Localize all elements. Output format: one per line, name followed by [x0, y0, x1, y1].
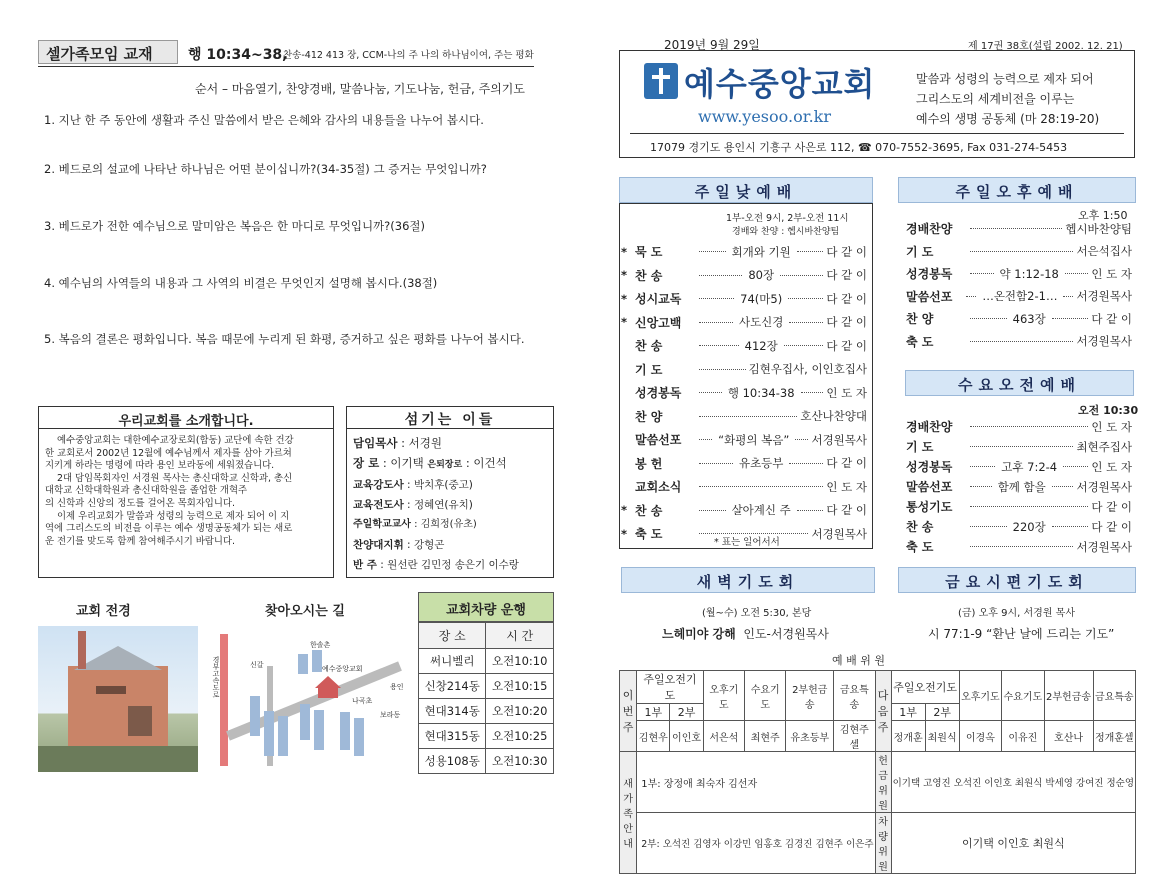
leader-dots — [699, 463, 733, 464]
servant-role: 장 로 — [353, 456, 380, 470]
bulletin-date: 2019년 9월 29일 — [664, 38, 760, 52]
roster-vehicle: 이기택 이인호 최원식 — [891, 813, 1135, 874]
roster-greeters-label: 새가족안내 — [620, 752, 637, 874]
servant-role: 담임목사 — [353, 436, 398, 450]
intro-title: 우리교회를 소개합니다. — [39, 407, 333, 429]
bulletin-issue: 제 17권 38호(설립 2002. 12. 21) — [968, 41, 1123, 52]
friday-time: (금) 오후 9시, 서경원 목사 — [958, 608, 1075, 619]
dawn-leader: 인도-서경원목사 — [743, 627, 829, 641]
order-item: 통성기도 — [906, 500, 953, 514]
order-leader: 다 같 이 — [826, 291, 867, 306]
standing-mark: * — [621, 526, 628, 541]
leader-dots — [699, 439, 712, 440]
servant-role: 교육전도사 — [353, 499, 404, 511]
leader-dots — [699, 416, 797, 417]
order-row — [621, 337, 867, 354]
question-1: 1. 지난 한 주 동안에 생활과 주신 말씀에서 받은 은혜와 감사의 내용들을 나누어 봅시다. — [44, 113, 484, 127]
order-detail: 행 10:34-38 — [727, 385, 795, 400]
servant-role: 반 주 — [353, 559, 377, 571]
question-2: 2. 베드로의 설교에 나타난 하나님은 어떤 분이십니까?(34-35절) 그 증거는 무엇입니까? — [44, 162, 487, 176]
wed-title: 수요오전예배 — [905, 370, 1134, 396]
question-4: 4. 예수님의 사역들의 내용과 그 사역의 비결은 무엇인지 설명해 봅시다.(38절) — [44, 276, 438, 290]
order-row — [906, 310, 1132, 327]
order-leader: 서경원목사 — [1076, 334, 1132, 348]
order-item: 말씀선포 — [906, 480, 953, 494]
order-item: 경배찬양 — [906, 420, 953, 434]
intro-line: 2대 담임목회자인 서경원 목사는 총신대학교 신학과, 총신 — [57, 472, 293, 484]
order-row — [906, 220, 1132, 237]
order-leader: 다 같 이 — [1091, 499, 1132, 514]
order-leader: 다 같 이 — [826, 315, 868, 329]
question-5: 5. 복음의 결론은 평화입니다. 복음 때문에 누리게 된 화평, 증거하고 싶은 평화를 나누어 봅시다. — [44, 332, 525, 346]
order-detail: 약 1:12-18 — [999, 266, 1059, 281]
order-row — [621, 431, 867, 448]
intro-line: 운 전기를 맞도록 함께 참여해주시기 바랍니다. — [45, 535, 235, 547]
roster-cell: 정개훈 — [891, 721, 925, 752]
roster-head: 수요기도 — [1002, 671, 1044, 721]
bus-time: 오전10:30 — [486, 749, 554, 774]
order-row — [621, 243, 867, 260]
leader-dots — [795, 439, 808, 440]
servant-name: 김희정(유초) — [420, 519, 477, 530]
servant-name: 서경원 — [408, 436, 442, 450]
wed-time: 오전 10:30 — [1078, 404, 1139, 417]
leader-dots — [789, 322, 823, 323]
church-photo — [38, 626, 198, 772]
leader-dots — [699, 510, 726, 511]
intro-line: 한 교회로서 2002년 12월에 예수님께서 제자를 삼아 가르쳐 — [45, 447, 292, 459]
divider — [38, 66, 534, 67]
leader-dots — [801, 392, 824, 393]
dawn-text: 느헤미야 강해 — [662, 627, 736, 641]
roster-head: 2부헌금송 — [1044, 671, 1093, 721]
roster-offering: 이기택 고영진 오석진 이인호 최원식 박세영 강여진 정순영 — [891, 752, 1135, 813]
sunday-am-title: 주일낮예배 — [619, 177, 873, 203]
order-row — [906, 418, 1132, 435]
leader-dots — [1052, 486, 1074, 487]
order-row — [621, 384, 867, 401]
order-item: 성경봉독 — [635, 386, 682, 400]
friday-title: 금요시편기도회 — [898, 567, 1136, 593]
roster-greeters-1: 1부: 장정애 최숙자 김선자 — [637, 752, 875, 813]
intro-line: 의 신학과 신앙의 정도를 걸어온 목회자입니다. — [45, 497, 235, 509]
order-row — [621, 408, 867, 425]
leader-dots — [970, 526, 1007, 527]
order-leader: 헵시바찬양팀 — [1065, 221, 1132, 236]
motto-line: 그리스도의 세계비전을 이루는 — [916, 92, 1075, 106]
order-row — [906, 243, 1132, 260]
servant-name: 원선란 김민정 송은기 이수랑 — [387, 559, 519, 571]
servant-role: 교육강도사 — [353, 479, 404, 491]
bus-time: 오전10:25 — [486, 724, 554, 749]
bus-header: 시 간 — [486, 623, 554, 649]
order-detail: “화평의 복음” — [718, 432, 790, 447]
order-leader: 인 도 자 — [826, 385, 867, 400]
roster-cell: 김현주셀 — [834, 721, 875, 752]
leader-dots — [797, 251, 824, 252]
order-item: 찬 송 — [635, 268, 663, 283]
servants-box: 섬기는 이들 담임목사 : 서경원 장 로 : 이기택 은퇴장로 : 이건석 교육강도사 : 박치후(중고) 교육전도사 : 정혜연(유치) 주일학교교사 : 김희정(유초) 찬양대지휘 : 강형곤 반 주 : 원선란 김민정 송은기 이수랑 — [346, 406, 554, 578]
roster-group-head: 주일오전기도 — [891, 671, 959, 704]
order-leader: 인 도 자 — [1091, 459, 1132, 474]
order-item: 찬 송 — [635, 503, 663, 518]
roster-head: 1부 — [891, 704, 925, 721]
roster-cell: 서은석 — [703, 721, 744, 752]
order-leader: 인 도 자 — [1091, 419, 1132, 434]
leader-dots — [970, 251, 1073, 252]
leader-dots — [699, 275, 742, 276]
sunday-pm-title: 주일오후예배 — [898, 177, 1136, 203]
order-leader: 다 같 이 — [826, 503, 867, 517]
order-item: 성시교독 — [635, 292, 682, 306]
roster-table — [619, 670, 1136, 874]
bus-stop: 현대314동 — [419, 699, 486, 724]
order-leader: 다 같 이 — [1091, 311, 1133, 326]
standing-mark: * — [621, 268, 628, 282]
order-detail: 함께 함을 — [997, 479, 1046, 494]
leader-dots — [699, 251, 726, 252]
church-view-label: 교회 전경 — [76, 604, 131, 619]
leader-dots — [970, 506, 1088, 507]
standing-mark: * — [621, 244, 628, 259]
friday-text: 시 77:1-9 “환난 날에 드리는 기도” — [928, 627, 1115, 641]
leader-dots — [784, 345, 824, 346]
order-item: 성경봉독 — [906, 460, 953, 474]
sunday-pm-time: 오후 1:50 — [1078, 209, 1128, 222]
dawn-time: (월~수) 오전 5:30, 본당 — [702, 608, 812, 619]
order-row — [621, 361, 867, 378]
roster-head: 금요특송 — [1093, 671, 1135, 721]
map-label-borado: 보라동 — [380, 711, 401, 719]
intro-line: 역에 그리스도의 비전을 이루는 예수 생명공동체가 되는 새로 — [45, 523, 293, 535]
bus-time: 오전10:15 — [486, 674, 554, 699]
leader-dots — [1063, 296, 1073, 297]
roster-cell: 최원식 — [925, 721, 959, 752]
leader-dots — [1052, 526, 1089, 527]
order-leader: 서경원목사 — [1076, 289, 1132, 303]
study-order: 순서 – 마음열기, 찬양경배, 말씀나눔, 기도나눔, 헌금, 주의기도 — [195, 82, 525, 96]
order-leader: 서경원목사 — [1076, 479, 1133, 494]
order-item: 축 도 — [635, 527, 663, 541]
order-item: 축 도 — [906, 334, 934, 349]
church-address: 17079 경기도 용인시 기흥구 사은로 112, ☎ 070-7552-3695, Fax 031-274-5453 — [650, 141, 1068, 154]
roster-head: 수요기도 — [745, 671, 786, 721]
order-item: 찬 양 — [635, 409, 663, 424]
order-item: 축 도 — [906, 540, 934, 554]
map-label-highway: 경부고속도로 — [212, 656, 220, 698]
standing-mark: * — [621, 315, 628, 329]
question-3: 3. 베드로가 전한 예수님으로 말미암은 복음은 한 마디로 무엇입니까?(36절) — [44, 219, 425, 233]
study-title: 셀가족모임 교재 — [46, 45, 153, 63]
roster-next-week: 다음주 — [875, 671, 891, 752]
roster-title: 예 배 위 원 — [832, 654, 885, 667]
roster-head: 금요특송 — [834, 671, 875, 721]
order-leader: 다 같 이 — [826, 338, 868, 353]
church-url[interactable]: www.yesoo.or.kr — [698, 107, 832, 126]
order-item: 교회소식 — [635, 480, 682, 494]
leader-dots — [970, 466, 995, 467]
order-leader: 다 같 이 — [1091, 519, 1133, 534]
bus-table — [418, 622, 554, 774]
order-item: 기 도 — [906, 440, 934, 454]
intro-line: 예수중앙교회는 대한예수교장로회(합동) 교단에 속한 건강 — [57, 435, 294, 446]
order-leader: 서경원목사 — [811, 526, 867, 541]
sunday-am-praise: 경배와 찬양 : 헵시바찬양팀 — [732, 227, 840, 237]
leader-dots — [970, 228, 1062, 229]
order-item: 찬 송 — [906, 520, 934, 534]
roster-cell: 유초등부 — [786, 721, 834, 752]
leader-dots — [699, 369, 746, 370]
leader-dots — [970, 341, 1073, 342]
roster-cell: 정개훈셀 — [1093, 721, 1135, 752]
order-item: 경배찬양 — [906, 222, 953, 236]
order-leader: 서경원목사 — [811, 432, 868, 447]
leader-dots — [970, 446, 1073, 447]
servant-name: 박치후(중고) — [413, 479, 473, 491]
servant-name: 강형곤 — [413, 539, 445, 551]
leader-dots — [1052, 318, 1089, 319]
order-detail: 80장 — [748, 268, 775, 282]
roster-cell: 이인호 — [670, 721, 703, 752]
standing-mark: * — [621, 291, 628, 306]
servants-title: 섬기는 이들 — [347, 407, 553, 429]
roster-vehicle-label: 차량위원 — [875, 813, 891, 874]
order-detail: 74(마5) — [740, 291, 783, 306]
order-leader: 인 도 자 — [826, 479, 867, 494]
servant-role: 찬양대지휘 — [353, 539, 404, 551]
leader-dots — [780, 275, 823, 276]
church-name: 예수중앙교회 — [684, 65, 876, 103]
bus-stop: 성용108동 — [419, 749, 486, 774]
roster-head: 2부헌금송 — [786, 671, 834, 721]
order-leader: 다 같 이 — [826, 244, 867, 259]
servant-name: 정혜연(유치) — [413, 499, 473, 511]
masthead — [619, 50, 1135, 158]
order-item: 말씀선포 — [635, 433, 682, 447]
roster-head: 2부 — [925, 704, 959, 721]
order-detail: 463장 — [1012, 311, 1046, 326]
roster-cell: 이경옥 — [959, 721, 1001, 752]
roster-cell: 김현우 — [637, 721, 670, 752]
study-ref: 행 10:34~38, — [188, 47, 288, 63]
leader-dots — [699, 322, 733, 323]
leader-dots — [1065, 273, 1089, 274]
roster-cell: 이유진 — [1002, 721, 1044, 752]
map-label-yongin: 용인 — [390, 683, 404, 691]
order-leader: 김현우집사, 이인호집사 — [748, 362, 867, 376]
directions-label: 찾아오시는 길 — [265, 604, 345, 619]
bus-header: 장 소 — [419, 623, 486, 649]
leader-dots — [970, 546, 1073, 547]
standing-note: * 표는 일어서서 — [714, 537, 780, 548]
church-logo-icon — [644, 63, 678, 99]
leader-dots — [970, 426, 1088, 427]
leader-dots — [970, 273, 994, 274]
leader-dots — [699, 486, 823, 487]
servant-name: 이건석 — [473, 456, 507, 470]
dawn-title: 새벽기도회 — [621, 567, 875, 593]
motto-line: 예수의 생명 공동체 (마 28:19-20) — [916, 112, 1100, 126]
order-leader: 다 같 이 — [826, 268, 868, 282]
servant-name: 이기택 — [390, 456, 424, 470]
leader-dots — [788, 298, 823, 299]
map-label-singal: 신갈 — [250, 661, 264, 669]
roster-greeters-2: 2부: 오석진 김영자 이강민 임홍호 김경진 김현주 이은주 — [637, 813, 875, 874]
order-item: 성경봉독 — [906, 267, 953, 281]
order-row — [906, 478, 1132, 495]
order-item: 말씀선포 — [906, 289, 953, 304]
order-row — [906, 288, 1132, 305]
intro-line: 이제 우리교회가 말씀과 성령의 능력으로 제자 되어 이 지 — [57, 510, 290, 522]
order-detail: 유초등부 — [738, 456, 784, 470]
leader-dots — [699, 298, 734, 299]
order-row — [906, 438, 1132, 455]
leader-dots — [966, 296, 976, 297]
roster-head: 오후기도 — [959, 671, 1001, 721]
order-leader: 다 같 이 — [826, 456, 868, 470]
order-row — [621, 478, 867, 495]
roster-head: 오후기도 — [703, 671, 744, 721]
order-leader: 서경원목사 — [1076, 539, 1132, 554]
roster-offering-label: 헌금위원 — [875, 752, 891, 813]
roster-cell: 최현주 — [745, 721, 786, 752]
order-row — [621, 267, 867, 284]
bus-stop: 써니벨리 — [419, 649, 486, 674]
leader-dots — [970, 318, 1007, 319]
roster-head: 2부 — [670, 704, 703, 721]
church-intro-box — [38, 406, 334, 578]
order-row — [906, 333, 1132, 350]
order-leader: 인 도 자 — [1091, 266, 1133, 281]
order-row — [621, 455, 867, 472]
directions-map — [210, 626, 410, 772]
order-item: 기 도 — [906, 244, 934, 259]
order-row — [621, 290, 867, 307]
bus-time: 오전10:10 — [486, 649, 554, 674]
leader-dots — [789, 463, 823, 464]
order-detail: 고후 7:2-4 — [1001, 459, 1058, 474]
leader-dots — [797, 510, 824, 511]
bus-time: 오전10:20 — [486, 699, 554, 724]
order-detail: 220장 — [1012, 519, 1046, 534]
order-item: 묵 도 — [635, 245, 663, 259]
order-row — [906, 458, 1132, 475]
order-leader: 서은석집사 — [1076, 244, 1132, 258]
order-item: 기 도 — [635, 362, 663, 377]
leader-dots — [699, 345, 739, 346]
bus-stop: 현대315동 — [419, 724, 486, 749]
roster-head: 1부 — [637, 704, 670, 721]
leader-dots — [970, 486, 992, 487]
order-item: 찬 양 — [906, 312, 934, 326]
map-label-school: 나곡초 — [352, 697, 373, 705]
order-row — [906, 265, 1132, 282]
left-title-bar — [38, 40, 558, 64]
order-row — [621, 502, 867, 519]
order-row — [906, 518, 1132, 535]
roster-group-head: 주일오전기도 — [637, 671, 703, 704]
leader-dots — [1063, 466, 1088, 467]
bus-title: 교회차량 운행 — [418, 592, 554, 622]
order-detail: 사도신경 — [738, 315, 784, 329]
order-leader: 최현주집사 — [1076, 439, 1132, 454]
bus-stop: 신창214동 — [419, 674, 486, 699]
order-detail: 회개와 기원 — [731, 244, 791, 259]
standing-mark: * — [621, 503, 628, 517]
study-hymns: 찬송-412 413 장, CCM-나의 주 나의 하나님이여, 주는 평화 — [283, 50, 534, 61]
roster-cell: 호산나 — [1044, 721, 1093, 752]
intro-line: 대학교 신학대학원과 총신대학원을 졸업한 개혁주 — [45, 485, 248, 497]
servant-role: 주일학교교사 — [353, 519, 411, 530]
order-item: 봉 헌 — [635, 456, 663, 471]
roster-this-week: 이번주 — [620, 671, 637, 752]
servant-role: 은퇴장로 — [427, 460, 463, 470]
order-row — [906, 498, 1132, 515]
order-detail: 살아계신 주 — [731, 503, 791, 517]
sunday-am-time: 1부-오전 9시, 2부-오전 11시 — [726, 213, 849, 224]
order-row — [621, 314, 867, 331]
map-label-church: 예수중앙교회 — [322, 665, 363, 673]
order-item: 찬 송 — [635, 339, 663, 353]
order-row — [906, 538, 1132, 555]
intro-line: 지키게 하라는 명령에 따라 용인 보라동에 세워졌습니다. — [45, 460, 275, 472]
leader-dots — [699, 392, 722, 393]
order-item: 신앙고백 — [635, 315, 682, 330]
order-detail: 412장 — [744, 338, 778, 353]
order-leader: 호산나찬양대 — [800, 409, 867, 423]
map-label-hansol: 한솔촌 — [310, 641, 331, 649]
order-detail: …온전함2-1… — [982, 289, 1058, 303]
motto-line: 말씀과 성령의 능력으로 제자 되어 — [916, 72, 1094, 86]
